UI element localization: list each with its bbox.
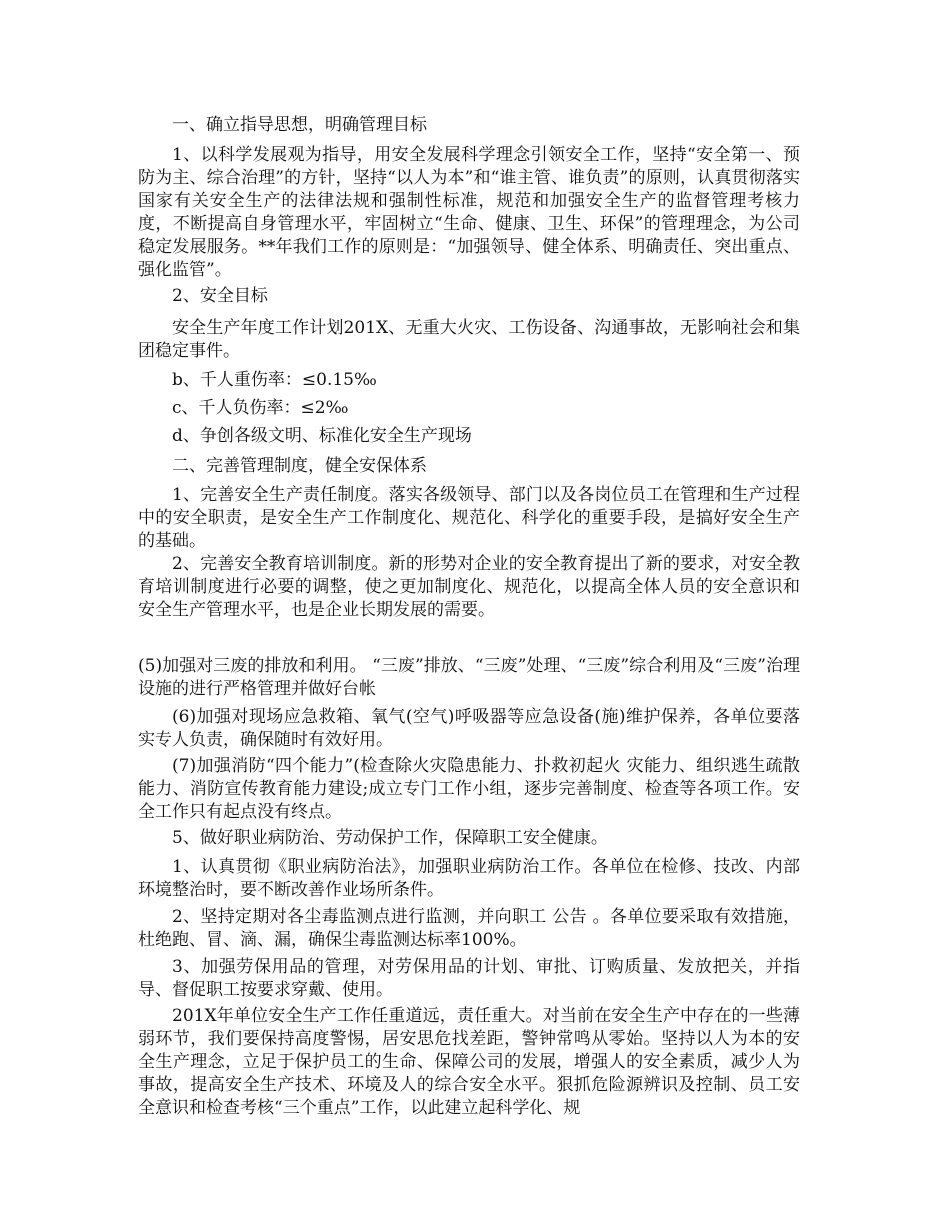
paragraph-three-wastes: (5)加强对三废的排放和利用。 “三废”排放、“三废”处理、“三废”综合利用及“三废”治理设施的进行严格管理并做好台帐 [138,656,800,699]
paragraph-disease-law: 1、认真贯彻《职业病防治法》，加强职业病防治工作。各单位在检修、技改、内部环境整治时，要不断改善作业场所条件。 [138,857,800,900]
section-heading-2: 二、完善管理制度，健全安保体系 [172,456,427,476]
section-heading-1: 一、确立指导思想，明确管理目标 [172,115,427,135]
paragraph-serious-injury-rate: b、千人重伤率：≤0.15‰ [172,370,377,390]
paragraph-conclusion: 201X年单位安全生产工作任重道远，责任重大。对当前在安全生产中存在的一些薄弱环节，我们要保持高度警惕，居安思危找差距，警钟常鸣从零始。坚持以人为本的安全生产理念，立足于保护员工的生命、保障公司的发展，增强人的安全素质，减少人为事故，提高安全生产技术、环境及人的综合安全水平。狠抓危险源辨识及控制、员工安全意识和检查考核“三个重点”工作，以此建立起科学化、规 [138,1006,800,1118]
paragraph-injury-rate: c、千人负伤率：≤2‰ [172,398,349,418]
paragraph-dust-monitoring: 2、坚持定期对各尘毒监测点进行监测，并向职工 公告 。各单位要采取有效措施，杜绝跑、冒、滴、漏，确保尘毒监测达标率100%。 [138,907,800,950]
paragraph-safety-goals-heading: 2、安全目标 [172,286,268,306]
paragraph-responsibility-system: 1、完善安全生产责任制度。落实各级领导、部门以及各岗位员工在管理和生产过程中的安全职责，是安全生产工作制度化、规范化、科学化的重要手段，是搞好安全生产的基础。 [138,485,800,551]
paragraph-guiding-principle: 1、以科学发展观为指导，用安全发展科学理念引领安全工作，坚持“安全第一、预防为主、综合治理”的方针，坚持“以人为本”和“谁主管、谁负责”的原则，认真贯彻落实国家有关安全生产的法律法规和强制性标准，规范和加强安全生产的监督管理考核力度，不断提高自身管理水平，牢固树立“生命、健康、卫生、环保”的管理理念，为公司稳定发展服务。**年我们工作的原则是：“加强领导、健全体系、明确责任、突出重点、强化监管”。 [138,145,800,280]
paragraph-fire-abilities: (7)加强消防“四个能力”(检查除火灾隐患能力、扑救初起火 灾能力、组织逃生疏散能力、消防宣传教育能力建设;成立专门工作小组，逐步完善制度、检查等各项工作。安全工作只有起点没有终点。 [138,756,800,822]
paragraph-protective-equipment: 3、加强劳保用品的管理，对劳保用品的计划、审批、订购质量、发放把关，并指导、督促职工按要求穿戴、使用。 [138,957,800,1000]
paragraph-civilized-site: d、争创各级文明、标准化安全生产现场 [172,426,472,446]
paragraph-emergency-equipment: (6)加强对现场应急救箱、氧气(空气)呼吸器等应急设备(施)维护保养，各单位要落实专人负责，确保随时有效好用。 [138,707,800,750]
paragraph-education-training: 2、完善安全教育培训制度。新的形势对企业的安全教育提出了新的要求，对安全教育培训制度进行必要的调整，使之更加制度化、规范化，以提高全体人员的安全意识和安全生产管理水平，也是企业长期发展的需要。 [138,554,800,620]
paragraph-occupational-health: 5、做好职业病防治、劳动保护工作，保障职工安全健康。 [172,828,608,848]
paragraph-safety-goals: 安全生产年度工作计划201X、无重大火灾、工伤设备、沟通事故，无影响社会和集团稳定事件。 [138,318,800,361]
